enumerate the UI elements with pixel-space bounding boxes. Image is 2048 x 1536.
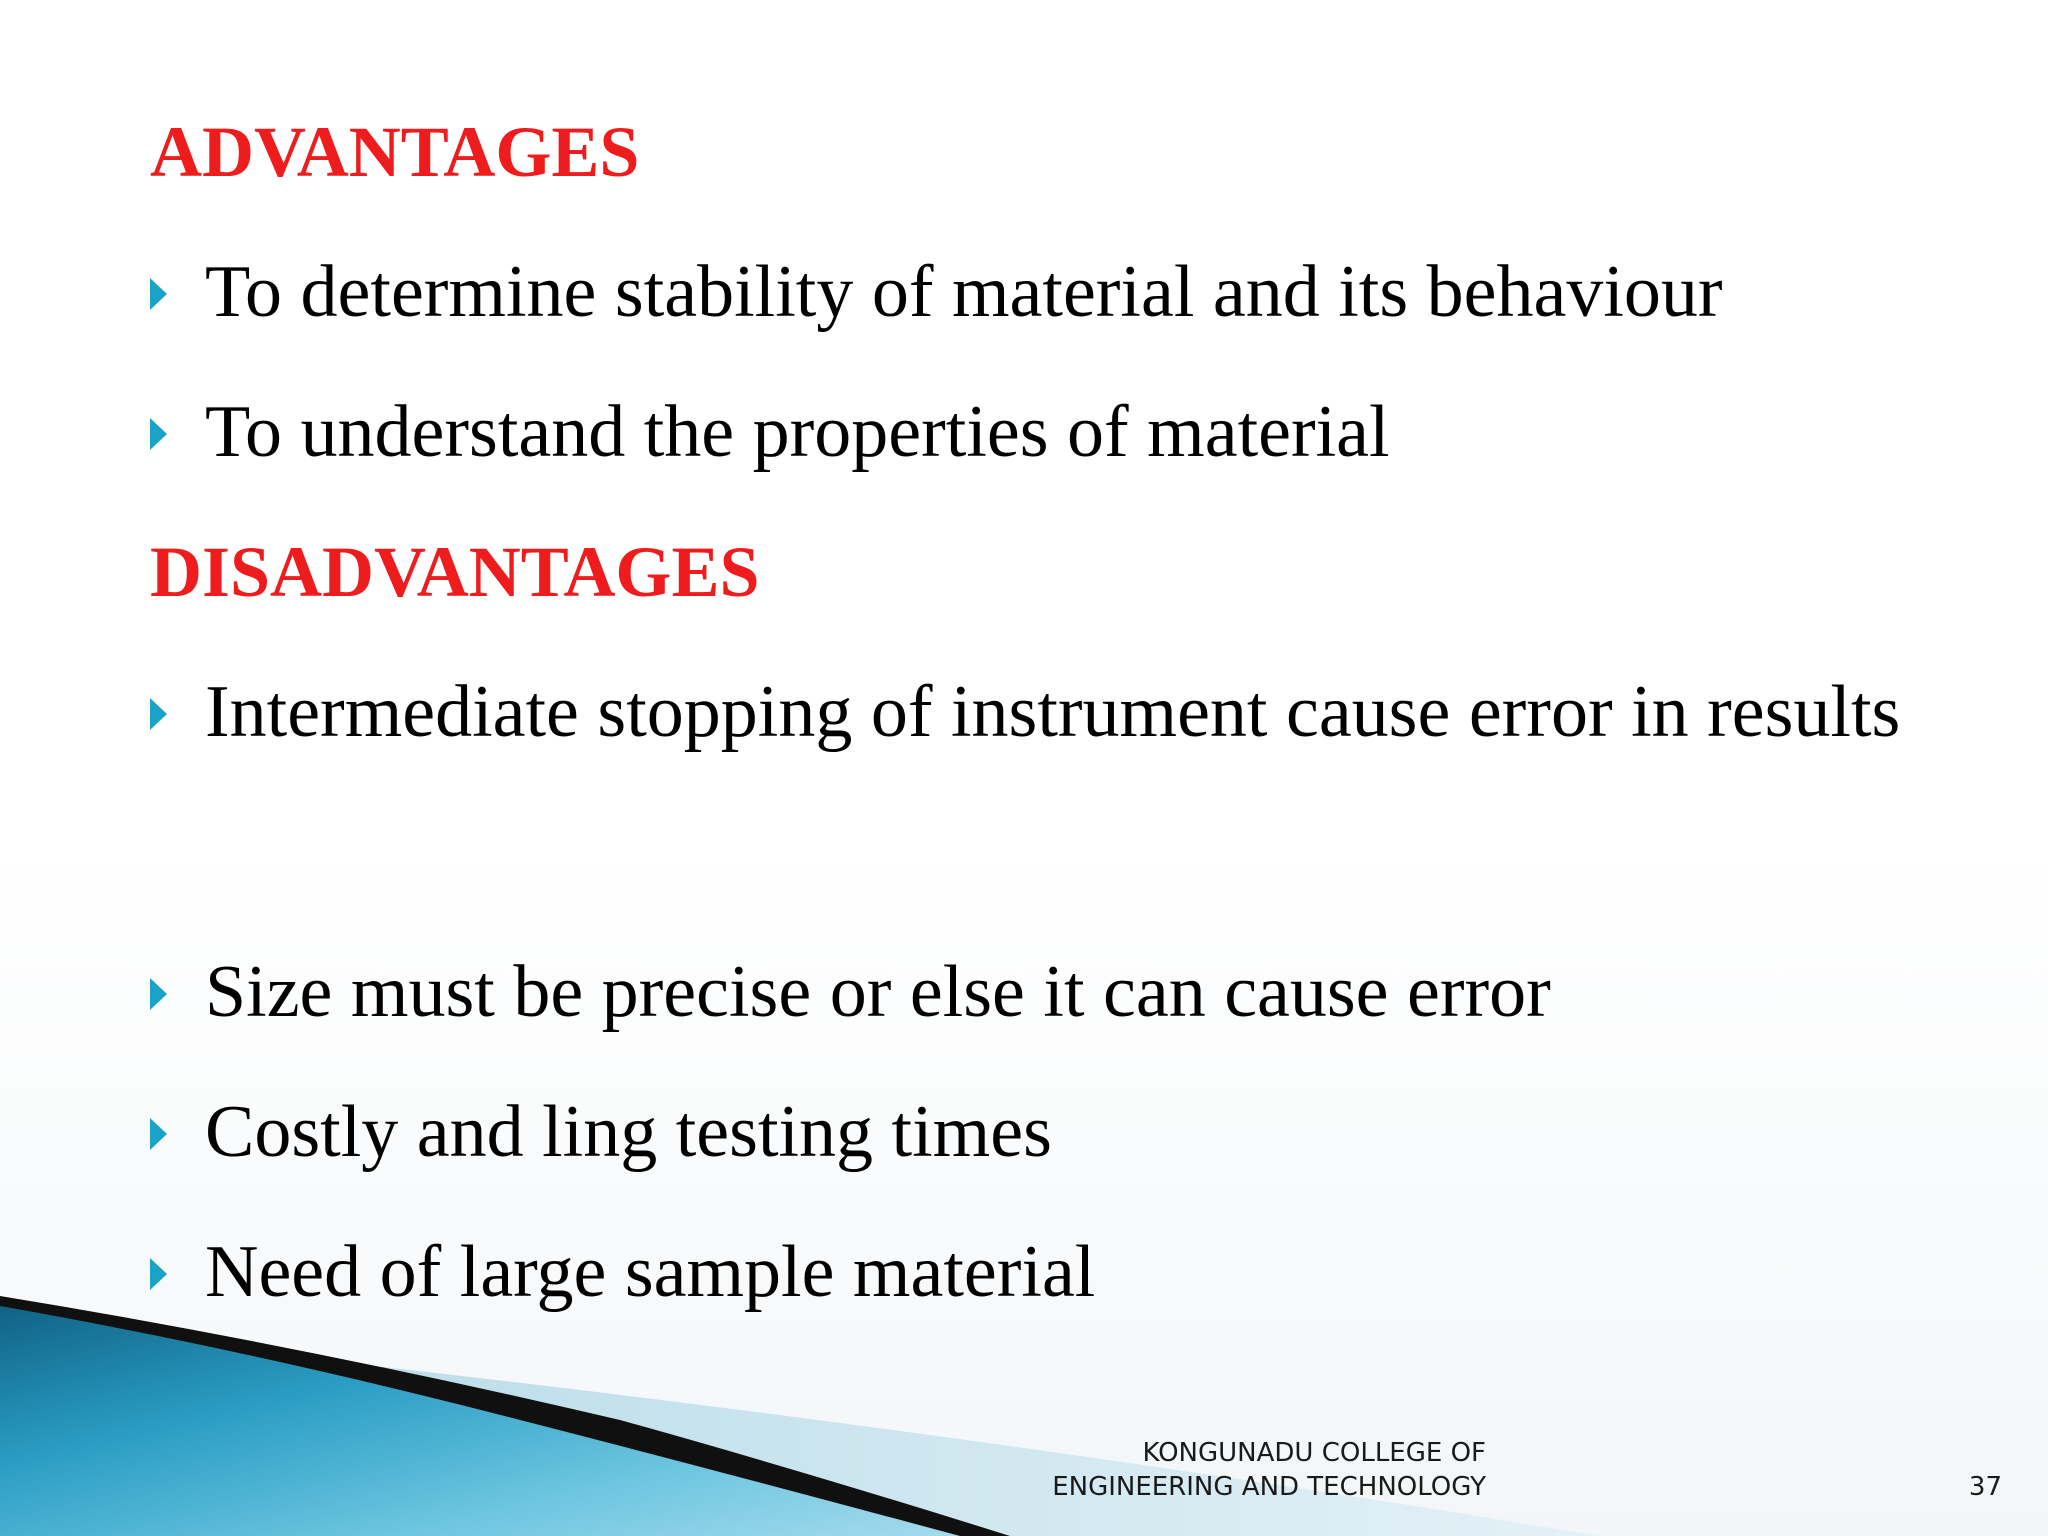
right-triangle-bullet-icon <box>150 978 167 1010</box>
disadvantage-item-2 <box>150 922 1926 1063</box>
right-triangle-bullet-icon <box>150 418 167 450</box>
disadvantage-item-text: Intermediate stopping of instrument cause error in results <box>205 671 1901 753</box>
disadvantage-item-4 <box>150 1202 1926 1343</box>
advantage-item-text: To understand the properties of material <box>205 391 1390 473</box>
disadvantage-item-text: Size must be precise or else it can cause error <box>205 951 1551 1033</box>
advantages-heading: ADVANTAGES <box>150 112 640 192</box>
disadvantage-item-3 <box>150 1062 1926 1203</box>
right-triangle-bullet-icon <box>150 698 167 730</box>
footer-institution-line-2: ENGINEERING AND TECHNOLOGY <box>1052 1472 1486 1502</box>
footer-institution-line-1: KONGUNADU COLLEGE OF <box>1142 1438 1486 1468</box>
right-triangle-bullet-icon <box>150 1258 167 1290</box>
right-triangle-bullet-icon <box>150 1118 167 1150</box>
advantage-item-1 <box>150 222 1926 363</box>
advantage-item-2 <box>150 362 1926 503</box>
footer-institution <box>1052 1436 1486 1504</box>
disadvantage-item-1 <box>150 642 1926 783</box>
disadvantage-item-text: Costly and ling testing times <box>205 1091 1052 1173</box>
disadvantages-heading: DISADVANTAGES <box>150 532 760 612</box>
page-number: 37 <box>1968 1472 2002 1502</box>
right-triangle-bullet-icon <box>150 278 167 310</box>
disadvantage-item-text: Need of large sample material <box>205 1231 1096 1313</box>
advantage-item-text: To determine stability of material and its behaviour <box>205 251 1723 333</box>
